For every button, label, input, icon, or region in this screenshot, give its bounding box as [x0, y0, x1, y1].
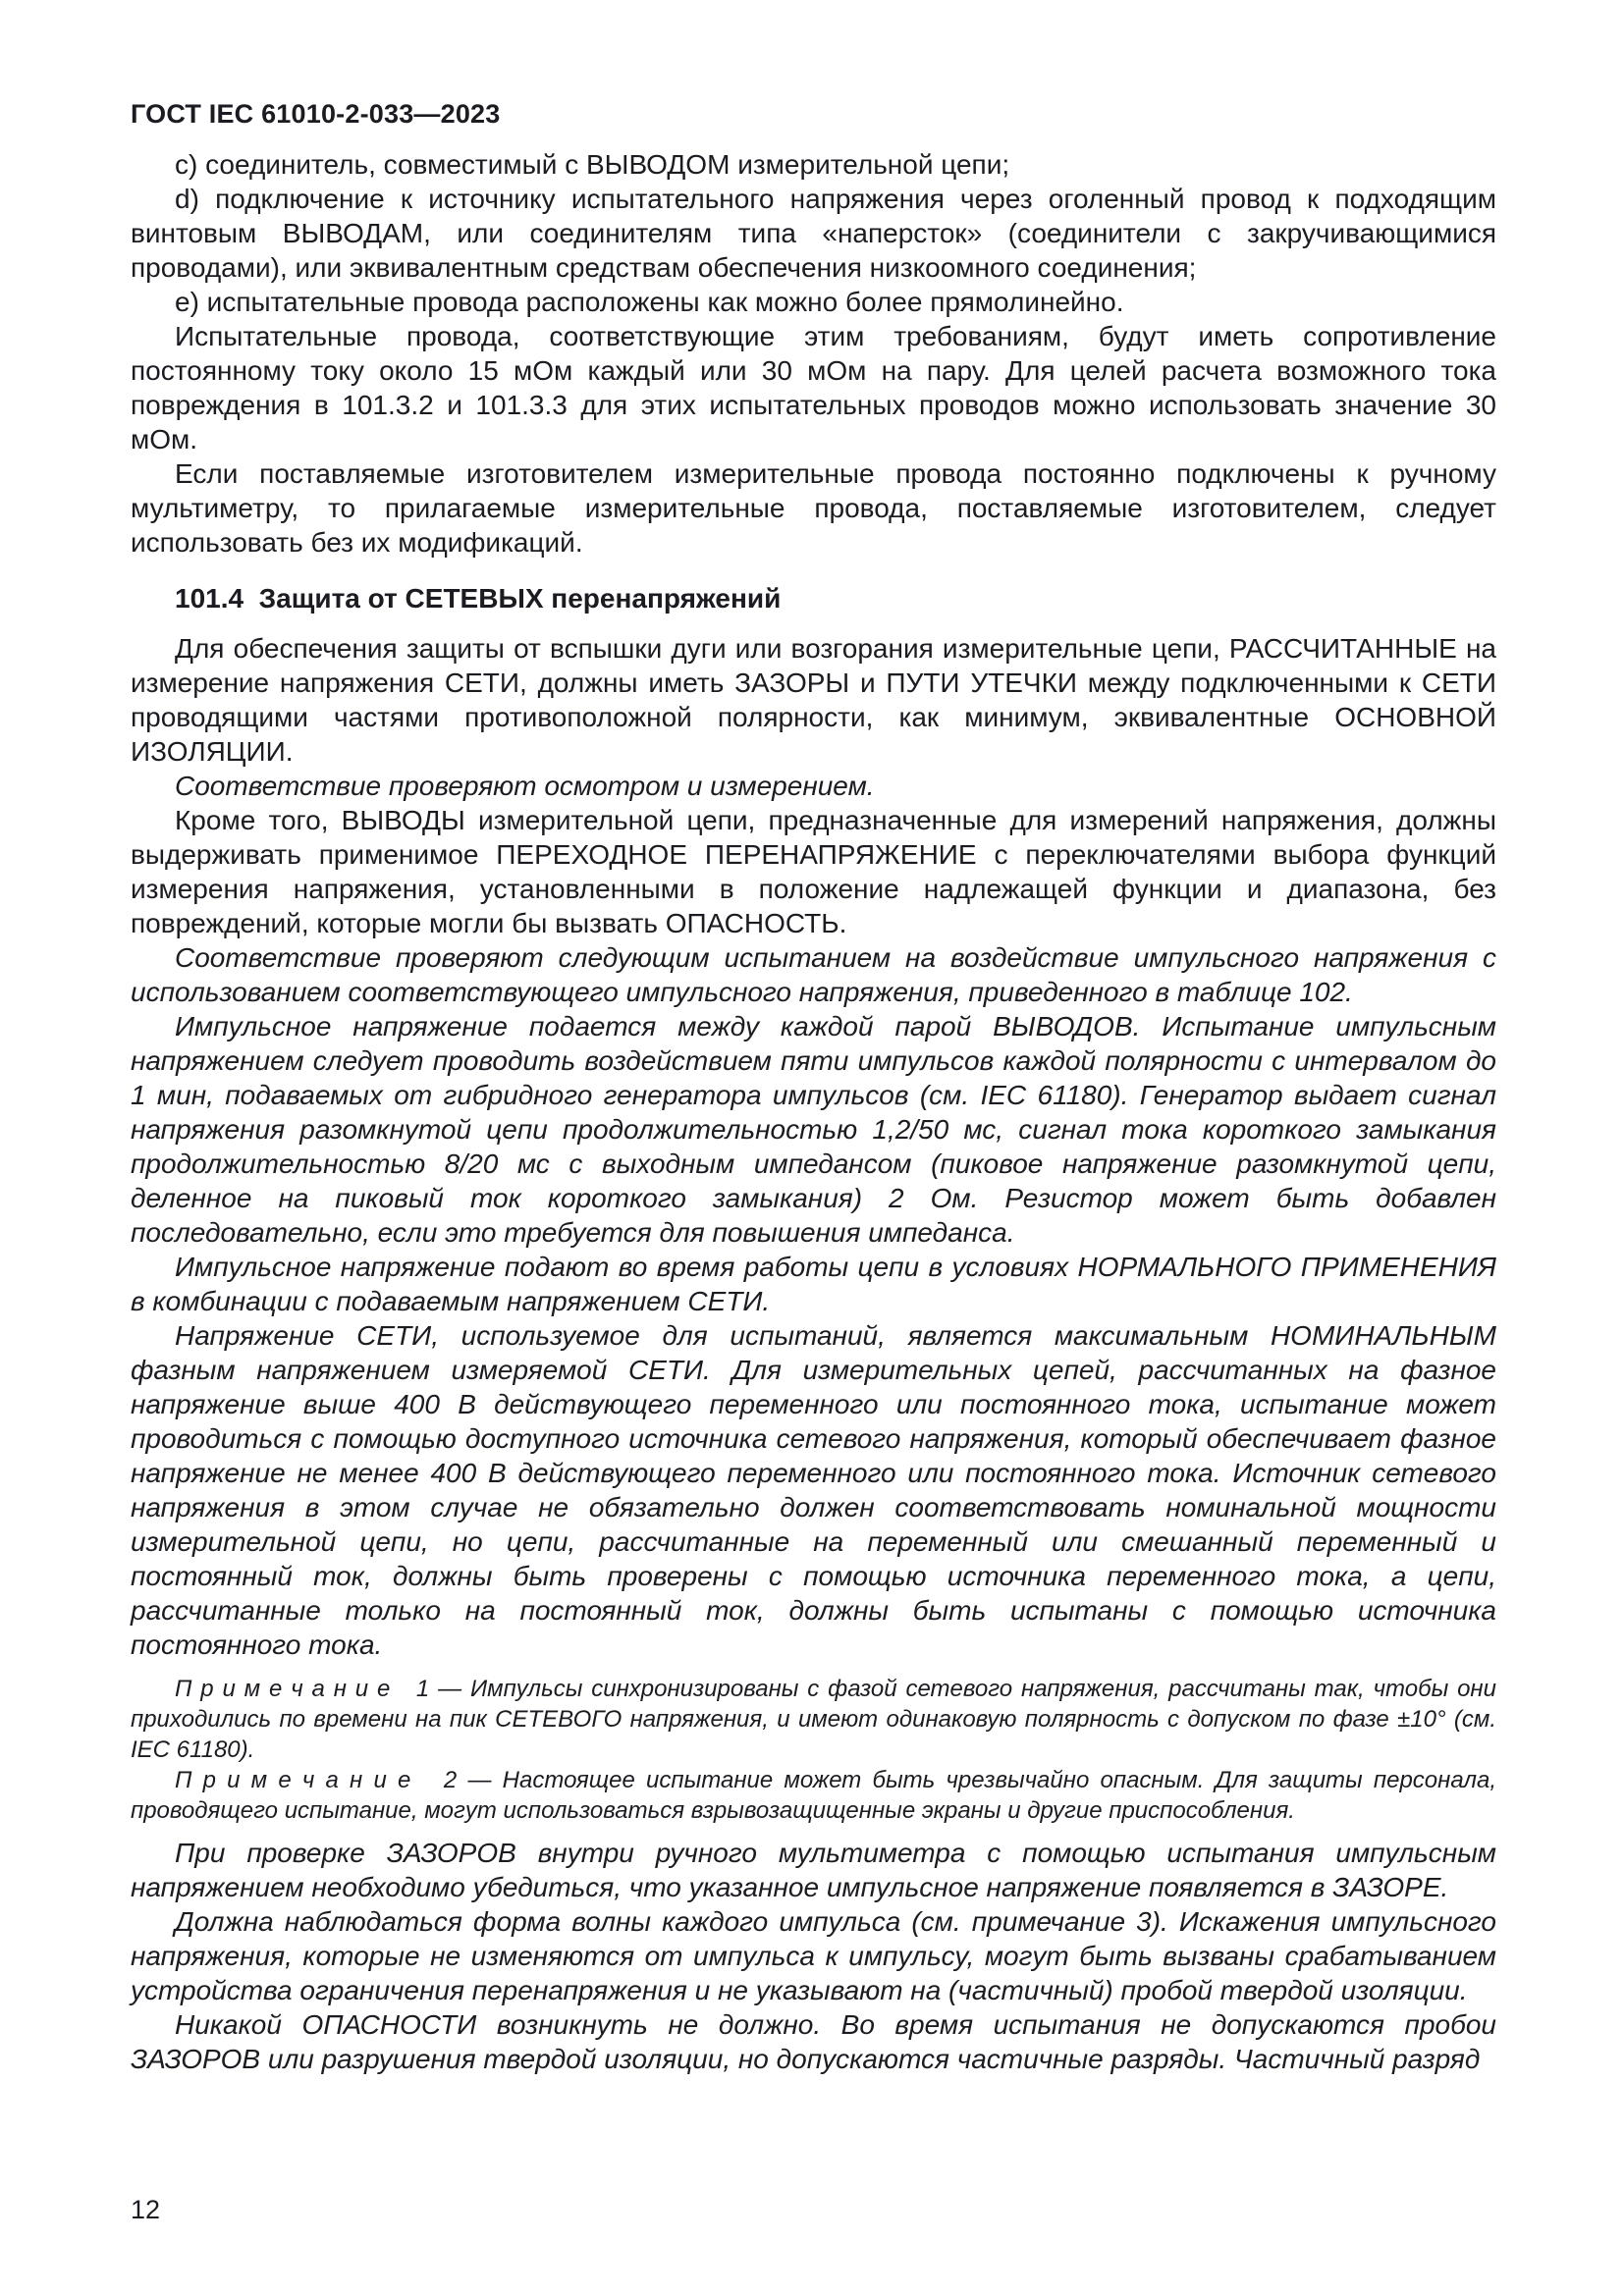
note-paragraph: П р и м е ч а н и е 1 — Импульсы синхронизированы с фазой сетевого напряжения, рассчитаны так, чтобы они приходились по времени на пик СЕТЕВОГО напряжения, и имеют одинаковую полярность с допуском по фазе ±10° (см. IEC 61180).: [131, 1676, 1496, 1763]
page-number: 12: [131, 2195, 161, 2224]
paragraph: Кроме того, ВЫВОДЫ измерительной цепи, предназначенные для измерений напряжения, должны выдерживать применимое ПЕРЕХОДНОЕ ПЕРЕНАПРЯЖЕНИЕ с переключателями выбора функций измерения напряжения, установленными в положение надлежащей функции и диапазона, без повреждений, которые могли бы вызвать ОПАСНОСТЬ.: [131, 805, 1496, 938]
paragraph: Испытательные провода, соответствующие этим требованиям, будут иметь сопротивление постоянному току около 15 мОм каждый или 30 мОм на пару. Для целей расчета возможного тока повреждения в 101.3.2 и 101.3.3 для этих испытательных проводов можно использовать значение 30 мОм.: [131, 321, 1496, 454]
paragraph: Никакой ОПАСНОСТИ возникнуть не должно. Во время испытания не допускаются пробои ЗАЗОРОВ или разрушения твердой изоляции, но допускаются частичные разряды. Частичный разряд: [131, 2009, 1496, 2074]
paragraph: Соответствие проверяют осмотром и измерением.: [175, 771, 875, 801]
page-content: [131, 98, 1496, 2076]
paragraph: d) подключение к источнику испытательного напряжения через оголенный провод к подходящим винтовым ВЫВОДАМ, или соединителям типа «наперсток» (соединители с закручивающимися проводами), или эквивалентным средствам обеспечения низкоомного соединения;: [131, 184, 1496, 283]
section-heading: 101.4 Защита от СЕТЕВЫХ перенапряжений: [175, 583, 782, 614]
paragraph: Импульсное напряжение подают во время работы цепи в условиях НОРМАЛЬНОГО ПРИМЕНЕНИЯ в комбинации с подаваемым напряжением СЕТИ.: [131, 1252, 1496, 1316]
paragraph: Если поставляемые изготовителем измерительные провода постоянно подключены к ручному мультиметру, то прилагаемые измерительные провода, поставляемые изготовителем, следует использовать без их модификаций.: [131, 458, 1496, 558]
paragraph: Импульсное напряжение подается между каждой парой ВЫВОДОВ. Испытание импульсным напряжением следует проводить воздействием пяти импульсов каждой полярности с интервалом до 1 мин, подаваемых от гибридного генератора импульсов (см. IEC 61180). Генератор выдает сигнал напряжения разомкнутой цепи продолжительностью 1,2/50 мс, сигнал тока короткого замыкания продолжительностью 8/20 мс с выходным импедансом (пиковое напряжение разомкнутой цепи, деленное на пиковый ток короткого замыкания) 2 Ом. Резистор может быть добавлен последовательно, если это требуется для повышения импеданса.: [131, 1011, 1496, 1248]
paragraph: e) испытательные провода расположены как можно более прямолинейно.: [175, 287, 1124, 317]
paragraph: Напряжение СЕТИ, используемое для испытаний, является максимальным НОМИНАЛЬНЫМ фазным напряжением измеряемой СЕТИ. Для измерительных цепей, рассчитанных на фазное напряжение выше 400 В действующего переменного или постоянного тока, испытание может проводиться с помощью доступного источника сетевого напряжения, который обеспечивает фазное напряжение не менее 400 В действующего переменного или постоянного тока. Источник сетевого напряжения в этом случае не обязательно должен соответствовать номинальной мощности измерительной цепи, но цепи, рассчитанные на переменный или смешанный переменный и постоянный ток, должны быть проверены с помощью источника переменного тока, а цепи, рассчитанные только на постоянный ток, должны быть испытаны с помощью источника постоянного тока.: [131, 1320, 1496, 1660]
document-header: ГОСТ IEC 61010-2-033—2023: [131, 99, 501, 129]
note-paragraph: П р и м е ч а н и е 2 — Настоящее испытание может быть чрезвычайно опасным. Для защиты персонала, проводящего испытание, могут использоваться взрывозащищенные экраны и другие приспособления.: [131, 1767, 1496, 1824]
paragraph: c) соединитель, совместимый с ВЫВОДОМ измерительной цепи;: [175, 149, 1010, 180]
paragraph: При проверке ЗАЗОРОВ внутри ручного мультиметра с помощью испытания импульсным напряжением необходимо убедиться, что указанное импульсное напряжение появляется в ЗАЗОРЕ.: [131, 1838, 1496, 1902]
document-body: [131, 147, 1496, 2076]
paragraph: Должна наблюдаться форма волны каждого импульса (см. примечание 3). Искажения импульсного напряжения, которые не изменяются от импульса к импульсу, могут быть вызваны срабатыванием устройства ограничения перенапряжения и не указывают на (частичный) пробой твердой изоляции.: [131, 1906, 1496, 2005]
paragraph: Для обеспечения защиты от вспышки дуги или возгорания измерительные цепи, РАССЧИТАННЫЕ на измерение напряжения СЕТИ, должны иметь ЗАЗОРЫ и ПУТИ УТЕЧКИ между подключенными к СЕТИ проводящими частями противоположной полярности, как минимум, эквивалентные ОСНОВНОЙ ИЗОЛЯЦИИ.: [131, 633, 1496, 767]
paragraph: Соответствие проверяют следующим испытанием на воздействие импульсного напряжения с использованием соответствующего импульсного напряжения, приведенного в таблице 102.: [131, 942, 1496, 1007]
